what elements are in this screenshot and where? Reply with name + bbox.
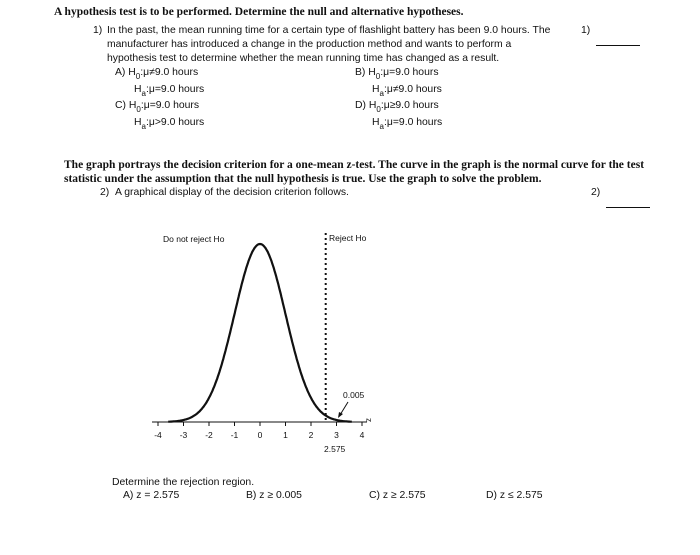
question1-line-2: manufacturer has introduced a change in the production method and wants to perform a [107, 39, 512, 50]
option-d-alternative: $H_a:\mu=9.0$ hours [372, 117, 443, 131]
option-c-alternative: $H_a:\mu>9.0$ hours [134, 117, 205, 131]
reject-label: Reject Ho [329, 233, 367, 243]
z-axis-tick-label: -2 [205, 430, 213, 440]
question1-line-3: hypothesis test to determine whether the mean running time has changed as a result. [107, 53, 500, 64]
choice-a[interactable]: A) z = 2.575 [123, 490, 180, 501]
choice-c[interactable]: C) z ≥ 2.575 [369, 490, 426, 501]
section2-intro-line-1: The graph portrays the decision criterion for a one-mean z-test. The curve in the graph is the normal curve for the test [64, 159, 645, 171]
section1-heading: A hypothesis test is to be performed. Determine the null and alternative hypotheses. [54, 6, 464, 18]
critical-value-label: 2.575 [324, 444, 346, 454]
alpha-arrowhead [338, 412, 343, 418]
z-axis-tick-label: -4 [154, 430, 162, 440]
option-c[interactable]: C) $H_0:\mu=9.0$ hours [115, 100, 200, 114]
normal-curve [168, 244, 352, 422]
option-b[interactable]: B) $H_0:\mu=9.0$ hours [355, 67, 439, 81]
answer2-number: 2) [591, 187, 601, 198]
alpha-label: 0.005 [343, 390, 365, 400]
question1-line-1: In the past, the mean running time for a certain type of flashlight battery has been 9.0 hours. The [107, 25, 551, 36]
option-b-alternative: $H_a:\mu\ne 9.0$ hours [372, 84, 442, 98]
option-d[interactable]: D) $H_0:\mu\ge 9.0$ hours [355, 100, 439, 114]
question1-number: 1) [93, 25, 103, 36]
z-axis-tick-label: 2 [308, 430, 314, 440]
section2-intro-line-2: statistic under the assumption that the null hypothesis is true. Use the graph to solve the problem. [64, 173, 542, 185]
z-axis-tick-label: 0 [257, 430, 263, 440]
choice-b[interactable]: B) z ≥ 0.005 [246, 490, 302, 501]
z-axis-tick-label: -3 [179, 430, 188, 440]
z-axis-tick-label: 3 [334, 430, 339, 440]
rejection-region-prompt: Determine the rejection region. [112, 477, 255, 488]
question2-number: 2) [100, 187, 110, 198]
z-axis-tick-label: 1 [283, 430, 288, 440]
z-axis-tick-label: -1 [230, 430, 239, 440]
choice-d[interactable]: D) z ≤ 2.575 [486, 490, 543, 501]
do-not-reject-label: Do not reject Ho [163, 234, 225, 244]
z-axis-label: z [364, 418, 373, 422]
answer1-number: 1) [581, 25, 591, 36]
option-a[interactable]: A) $H_0:\mu\ne 9.0$ hours [115, 67, 199, 81]
option-a-alternative: $H_a:\mu=9.0$ hours [134, 84, 205, 98]
alpha-arrow [340, 402, 348, 415]
question2-text: A graphical display of the decision criterion follows. [115, 187, 349, 198]
z-axis-tick-label: 4 [359, 430, 365, 440]
